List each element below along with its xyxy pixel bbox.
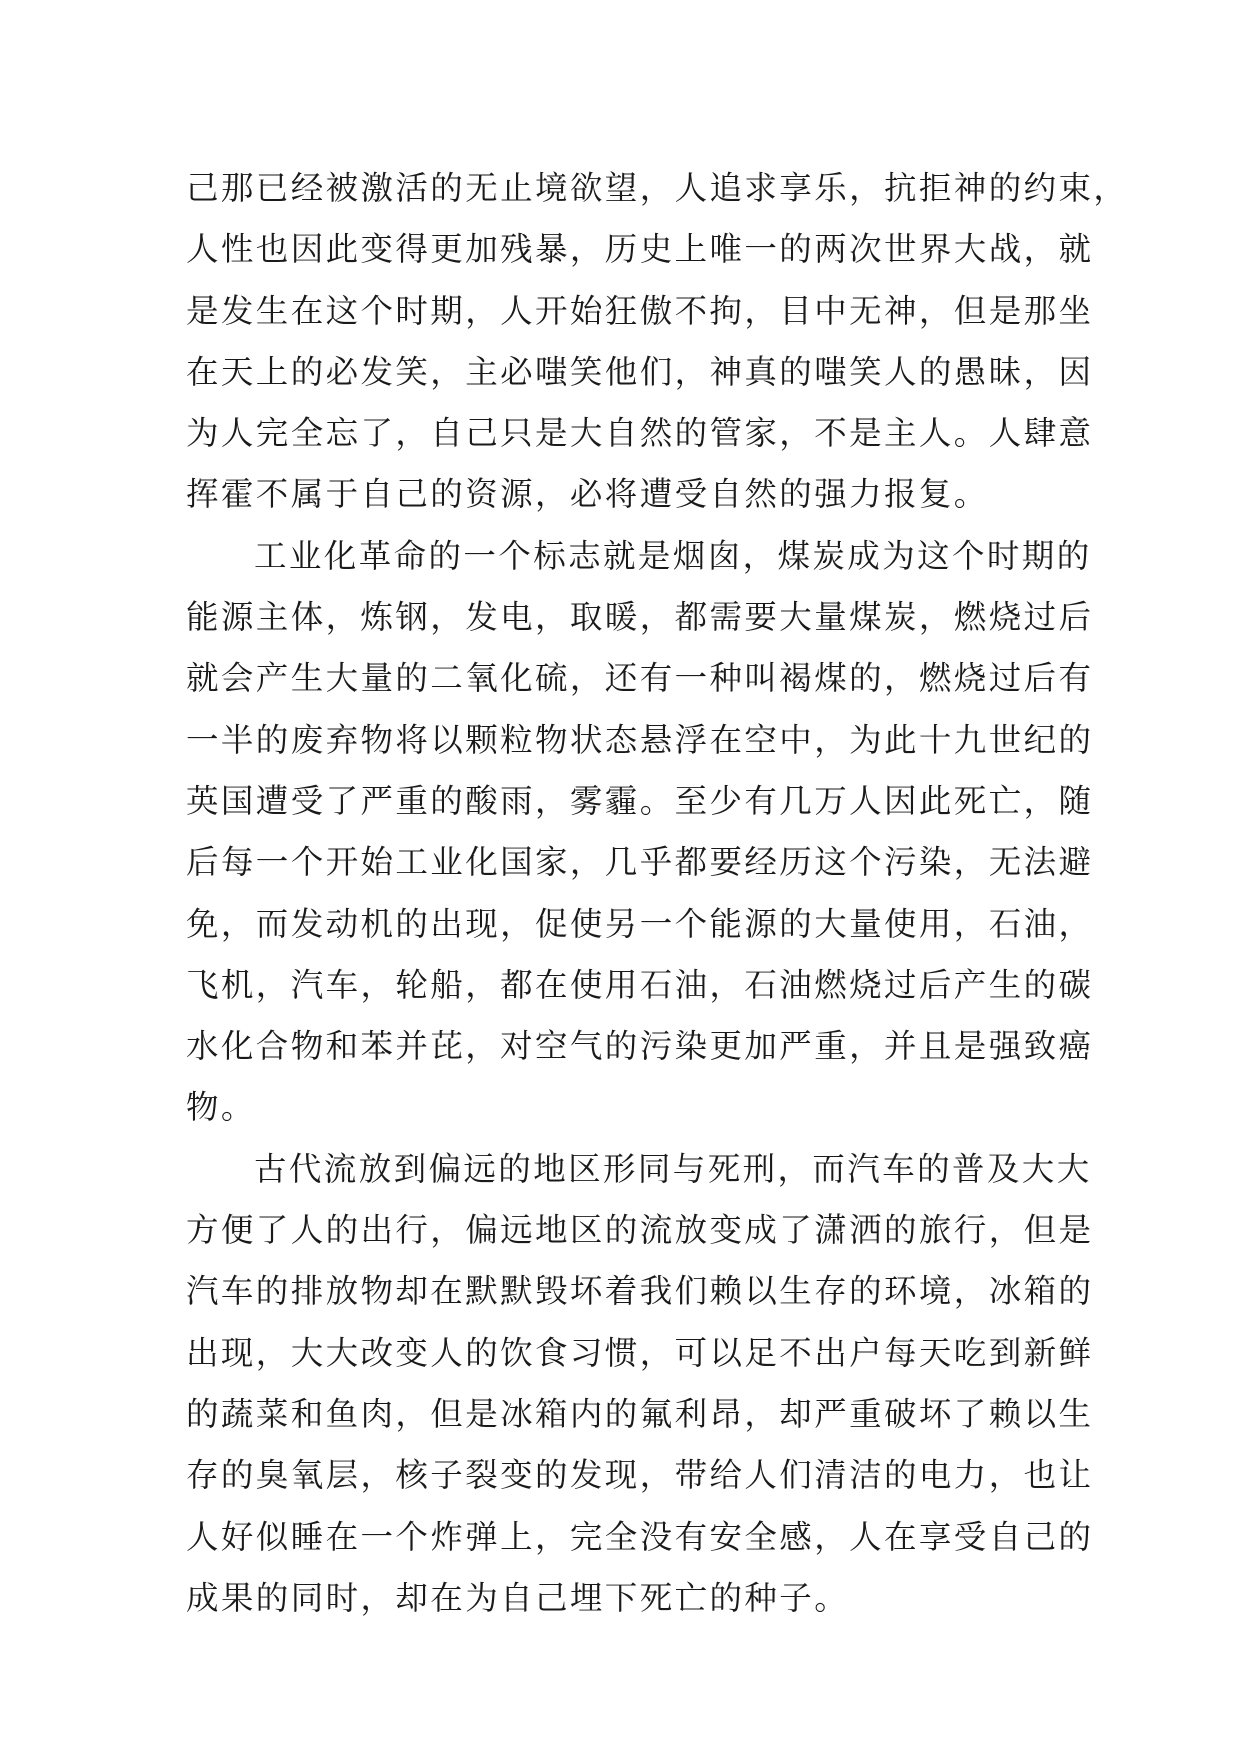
text-line: 物。 — [186, 1088, 256, 1127]
text-line: 汽车的排放物却在默默毁坏着我们赖以生存的环境，冰箱的 — [186, 1272, 1094, 1311]
text-line: 出现，大大改变人的饮食习惯，可以足不出户每天吃到新鲜 — [186, 1333, 1094, 1372]
text-line: 能源主体，炼钢，发电，取暖，都需要大量煤炭，燃烧过后 — [186, 598, 1094, 637]
text-line: 就会产生大量的二氧化硫，还有一种叫褐煤的，燃烧过后有 — [186, 659, 1094, 698]
paragraph-3 — [186, 1139, 1094, 1629]
text-line-indented: 古代流放到偏远的地区形同与死刑，而汽车的普及大大 — [254, 1149, 1092, 1188]
text-line: 成果的同时，却在为自己埋下死亡的种子。 — [186, 1578, 850, 1617]
body-text — [186, 158, 1129, 1629]
paragraph-1 — [186, 158, 1129, 526]
text-line: 人好似睡在一个炸弹上，完全没有安全感，人在享受自己的 — [186, 1517, 1094, 1556]
text-line: 方便了人的出行，偏远地区的流放变成了潇洒的旅行，但是 — [186, 1211, 1094, 1250]
text-line: 为人完全忘了，自己只是大自然的管家，不是主人。人肆意 — [186, 414, 1094, 453]
text-line: 人性也因此变得更加残暴，历史上唯一的两次世界大战，就 — [186, 230, 1094, 269]
text-line: 的蔬菜和鱼肉，但是冰箱内的氟利昂，却严重破坏了赖以生 — [186, 1394, 1094, 1433]
text-line-indented: 工业化革命的一个标志就是烟囱，煤炭成为这个时期的 — [254, 536, 1092, 575]
text-line: 后每一个开始工业化国家，几乎都要经历这个污染，无法避 — [186, 843, 1094, 882]
text-line: 是发生在这个时期，人开始狂傲不拘，目中无神，但是那坐 — [186, 291, 1094, 330]
text-line: 一半的废弃物将以颗粒物状态悬浮在空中，为此十九世纪的 — [186, 720, 1094, 759]
text-line: 挥霍不属于自己的资源，必将遭受自然的强力报复。 — [186, 475, 989, 514]
text-line: 存的臭氧层，核子裂变的发现，带给人们清洁的电力，也让 — [186, 1456, 1094, 1495]
text-line: 免，而发动机的出现，促使另一个能源的大量使用，石油， — [186, 904, 1094, 943]
paragraph-2 — [186, 526, 1094, 1139]
text-line: 在天上的必发笑，主必嗤笑他们，神真的嗤笑人的愚昧，因 — [186, 352, 1094, 391]
text-line: 飞机，汽车，轮船，都在使用石油，石油燃烧过后产生的碳 — [186, 965, 1094, 1004]
text-line: 水化合物和苯并芘，对空气的污染更加严重，并且是强致癌 — [186, 1027, 1094, 1066]
text-line: 己那已经被激活的无止境欲望，人追求享乐，抗拒神的约束， — [186, 169, 1129, 207]
text-line: 英国遭受了严重的酸雨，雾霾。至少有几万人因此死亡，随 — [186, 781, 1094, 820]
